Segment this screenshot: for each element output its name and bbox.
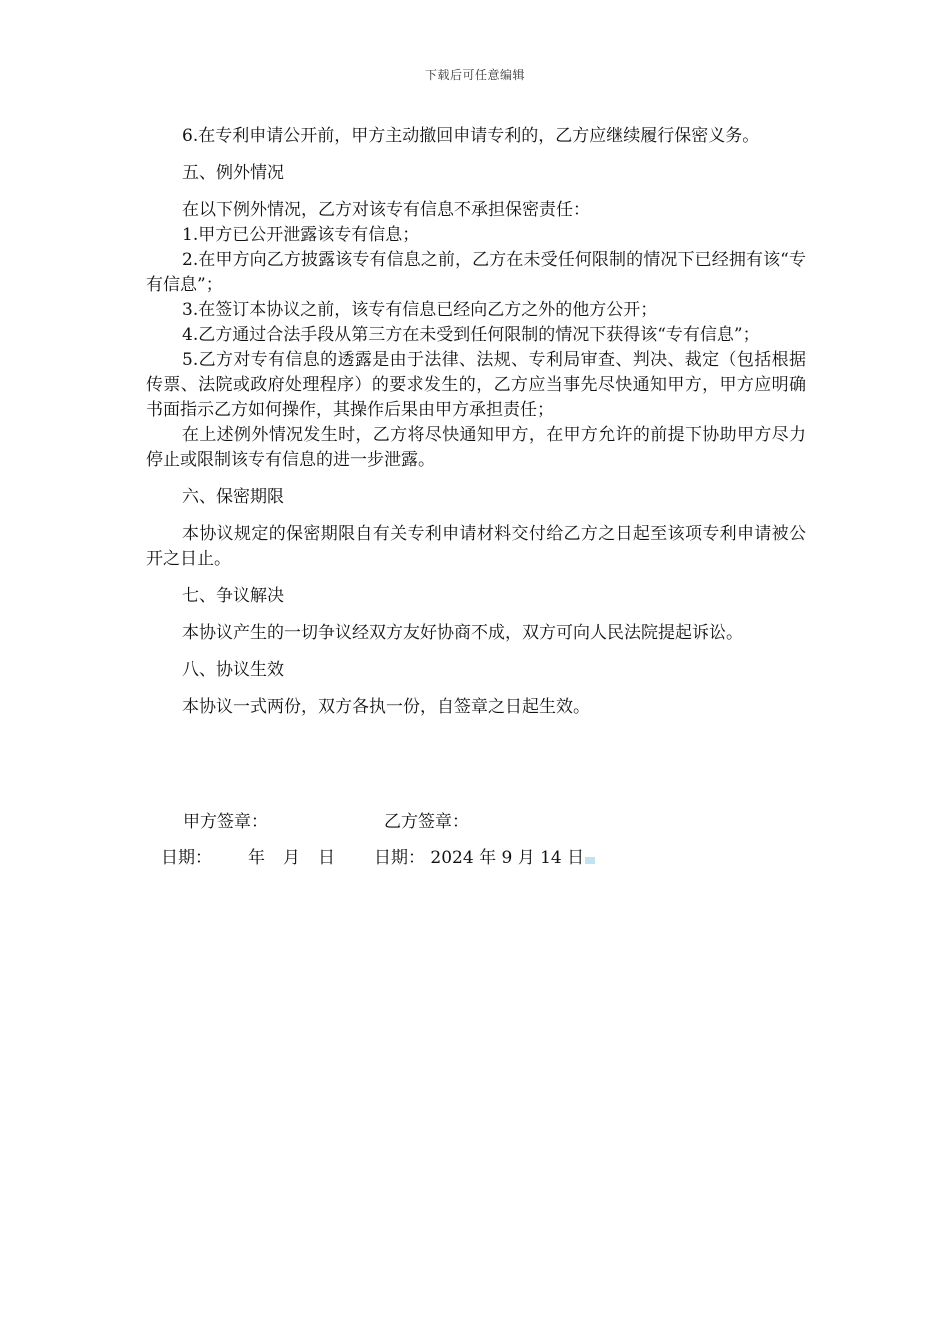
exception-item-1: 1.甲方已公开泄露该专有信息； bbox=[182, 225, 420, 245]
exception-item-3: 3.在签订本协议之前，该专有信息已经向乙方之外的他方公开； bbox=[182, 300, 658, 320]
party-b-date bbox=[374, 846, 595, 871]
text-cursor-highlight bbox=[585, 857, 595, 864]
party-a-date bbox=[161, 846, 335, 871]
section-heading-effect: 八、协议生效 bbox=[182, 660, 284, 680]
date-a-year: 年 bbox=[248, 848, 265, 868]
date-a-label: 日期： bbox=[161, 848, 212, 868]
effect-paragraph: 本协议一式两份，双方各执一份，自签章之日起生效。 bbox=[182, 697, 590, 717]
term-paragraph: 本协议规定的保密期限自有关专利申请材料交付给乙方之日起至该项专利申请被公开之日止。 bbox=[146, 524, 806, 569]
exceptions-intro: 在以下例外情况，乙方对该专有信息不承担保密责任： bbox=[182, 200, 590, 220]
exception-item-5: 5.乙方对专有信息的透露是由于法律、法规、专利局审查、判决、裁定（包括根据传票、法院或政府处理程序）的要求发生的，乙方应当事先尽快通知甲方，甲方应明确书面指示乙方如何操作，其操作后果由甲方承担责任； bbox=[146, 350, 806, 420]
exception-item-2: 2.在甲方向乙方披露该专有信息之前，乙方在未受任何限制的情况下已经拥有该“专有信息”； bbox=[146, 250, 806, 295]
date-a-month: 月 bbox=[283, 848, 300, 868]
date-b-text: 日期： 2024 年 9 月 14 日 bbox=[374, 848, 585, 868]
header-note: 下载后可任意编辑 bbox=[424, 68, 525, 82]
section-heading-term: 六、保密期限 bbox=[182, 487, 284, 507]
party-b-signature-label: 乙方签章： bbox=[384, 812, 469, 832]
section-heading-dispute: 七、争议解决 bbox=[182, 586, 284, 606]
exception-item-4: 4.乙方通过合法手段从第三方在未受到任何限制的情况下获得该“专有信息”； bbox=[182, 325, 760, 345]
section-heading-exceptions: 五、例外情况 bbox=[182, 163, 284, 183]
party-a-signature-label: 甲方签章： bbox=[183, 812, 268, 832]
clause-6-paragraph: 6.在专利申请公开前，甲方主动撤回申请专利的，乙方应继续履行保密义务。 bbox=[182, 126, 760, 146]
exception-followup: 在上述例外情况发生时，乙方将尽快通知甲方，在甲方允许的前提下协助甲方尽力停止或限制该专有信息的进一步泄露。 bbox=[146, 425, 806, 470]
document-body bbox=[146, 124, 806, 720]
dispute-paragraph: 本协议产生的一切争议经双方友好协商不成，双方可向人民法院提起诉讼。 bbox=[182, 623, 743, 643]
date-a-day: 日 bbox=[318, 848, 335, 868]
